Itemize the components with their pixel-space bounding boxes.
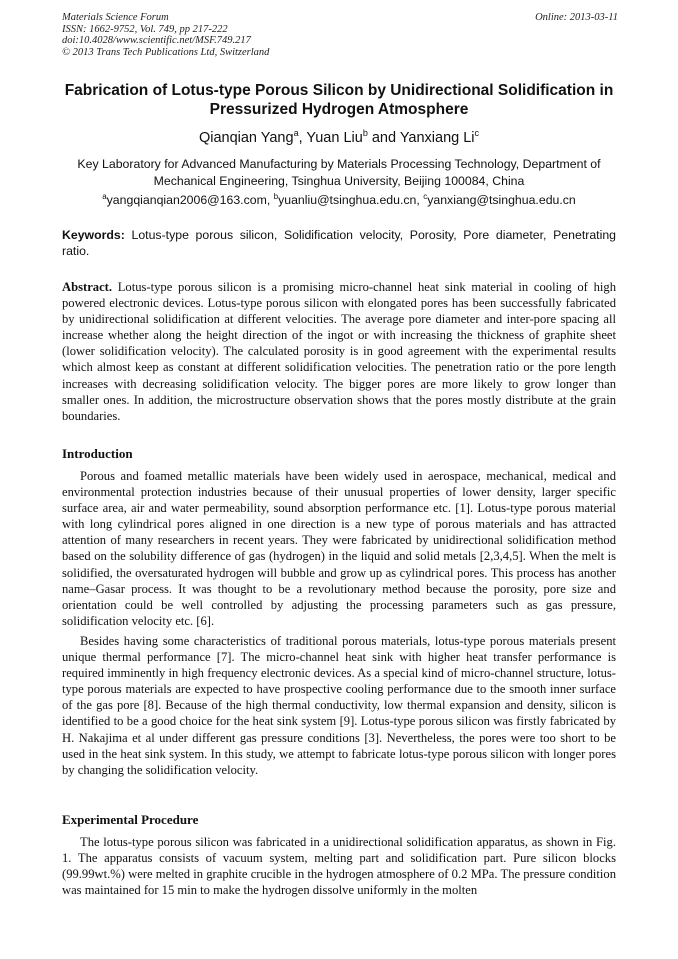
author-superscript: a	[293, 128, 299, 138]
paragraph: The lotus-type porous silicon was fabricated in a unidirectional solidification apparatus, as shown in Fig. 1. The apparatus consists of vacuum system, melting part and solidification part. Pure silicon blocks (99.99wt.%) were melted in graphite crucible in the hydrogen atmosphere of 0.2 MPa. The pressure condition was maintained for 15 min to make the hydrogen dissolve uniformly in the molten	[62, 835, 616, 898]
keywords-label: Keywords:	[62, 228, 125, 242]
keywords	[62, 227, 616, 259]
author-list	[62, 129, 616, 147]
section-heading-introduction: Introduction	[62, 446, 133, 461]
email-address: yangqianqian2006@163.com,	[106, 193, 274, 207]
keywords-text: Lotus-type porous silicon, Solidification velocity, Porosity, Pore diameter, Penetrating ratio.	[62, 228, 616, 258]
abstract-label: Abstract.	[62, 280, 113, 294]
issn-line: ISSN: 1662-9752, Vol. 749, pp 217-222	[62, 23, 228, 35]
affiliation: Key Laboratory for Advanced Manufacturing by Materials Processing Technology, Department of Mechanical Engineering, Tsinghua University, Beijing 100084, China	[77, 157, 601, 188]
email-address: yuanliu@tsinghua.edu.cn,	[278, 193, 424, 207]
author-superscript: b	[362, 128, 368, 138]
paragraph: Besides having some characteristics of traditional porous materials, lotus-type porous materials present unique thermal performance [7]. The micro-channel heat sink with higher heat transfer performance is required imminently in high frequency electronic devices. As a special kind of micro-channel structure, lotus-type porous materials are expected to have prospective cooling performance due to the smooth inner surface of the gas pore [8]. Because of the high thermal conductivity, low thermal expansion and density, silicon is identified to be a good choice for the heat sink system [9]. Lotus-type porous silicon was firstly fabricated by H. Nakajima et al under different gas pressure conditions [3]. Nevertheless, the pores were too short to be used in the heat sink system. In this study, we attempt to fabricate lotus-type porous silicon with longer pores by changing the solidification velocity.	[62, 634, 616, 777]
email-address: yanxiang@tsinghua.edu.cn	[427, 193, 576, 207]
email-list	[62, 192, 616, 208]
email-superscript: b	[273, 192, 279, 201]
abstract	[62, 279, 616, 424]
abstract-text: Lotus-type porous silicon is a promising micro-channel heat sink material in cooling of high powered electronic devices. Lotus-type porous silicon with elongated pores has been successfully fabricated by unidirectional solidification at different velocities. The average pore diameter and inter-pore spacing all increase whether along the height direction of the ingot or with increasing the thickness of graphite sheet (lower solidification velocity). The calculated porosity is in good agreement with the experimental results which almost keep as constant at different solidification velocities. The penetration ratio or the pore length increases with decreasing solidification velocity. The bigger pores are more likely to grow longer than smaller ones. In addition, the microstructure observation shows that the pores mostly distribute at the grain boundaries.	[62, 280, 616, 423]
paragraph: Porous and foamed metallic materials have been widely used in aerospace, mechanical, medical and environmental protection industries because of their unusual properties of lower density, larger specific surface area, air and water permeability, sound absorption performance etc. [1]. Lotus-type porous material with long cylindrical pores aligned in one direction is a new type of porous materials and has attracted attention of many researchers in recent years. They were fabricated by unidirectional solidification method based on the solubility difference of gas (hydrogen) in the liquid and solid metals [2,3,4,5]. When the melt is solidified, the oversaturated hydrogen will bubble and grow up as cylindrical pores. This process has another name–Gasar process. It was thought to be a revolutionary method because the porosity, pore size and orientation could be well controlled by adjusting the processing parameters such as gas pressure, solidification velocity etc. [6].	[62, 469, 616, 628]
author-name: , Yuan Liu	[298, 130, 363, 146]
journal-header	[62, 12, 618, 58]
section-heading-experimental: Experimental Procedure	[62, 812, 199, 827]
copyright-line: © 2013 Trans Tech Publications Ltd, Switzerland	[62, 46, 270, 58]
email-superscript: a	[102, 192, 107, 201]
author-name: and Yanxiang Li	[367, 130, 475, 146]
author-name: Qianqian Yang	[198, 130, 294, 146]
author-superscript: c	[474, 128, 480, 138]
online-date: Online: 2013-03-11	[535, 12, 618, 23]
journal-name: Materials Science Forum	[62, 12, 169, 23]
doi-line: doi:10.4028/www.scientific.net/MSF.749.217	[62, 35, 251, 46]
email-superscript: c	[423, 192, 428, 201]
paper-title: Fabrication of Lotus-type Porous Silicon by Unidirectional Solidification in Pressurized Hydrogen Atmosphere	[64, 82, 614, 118]
